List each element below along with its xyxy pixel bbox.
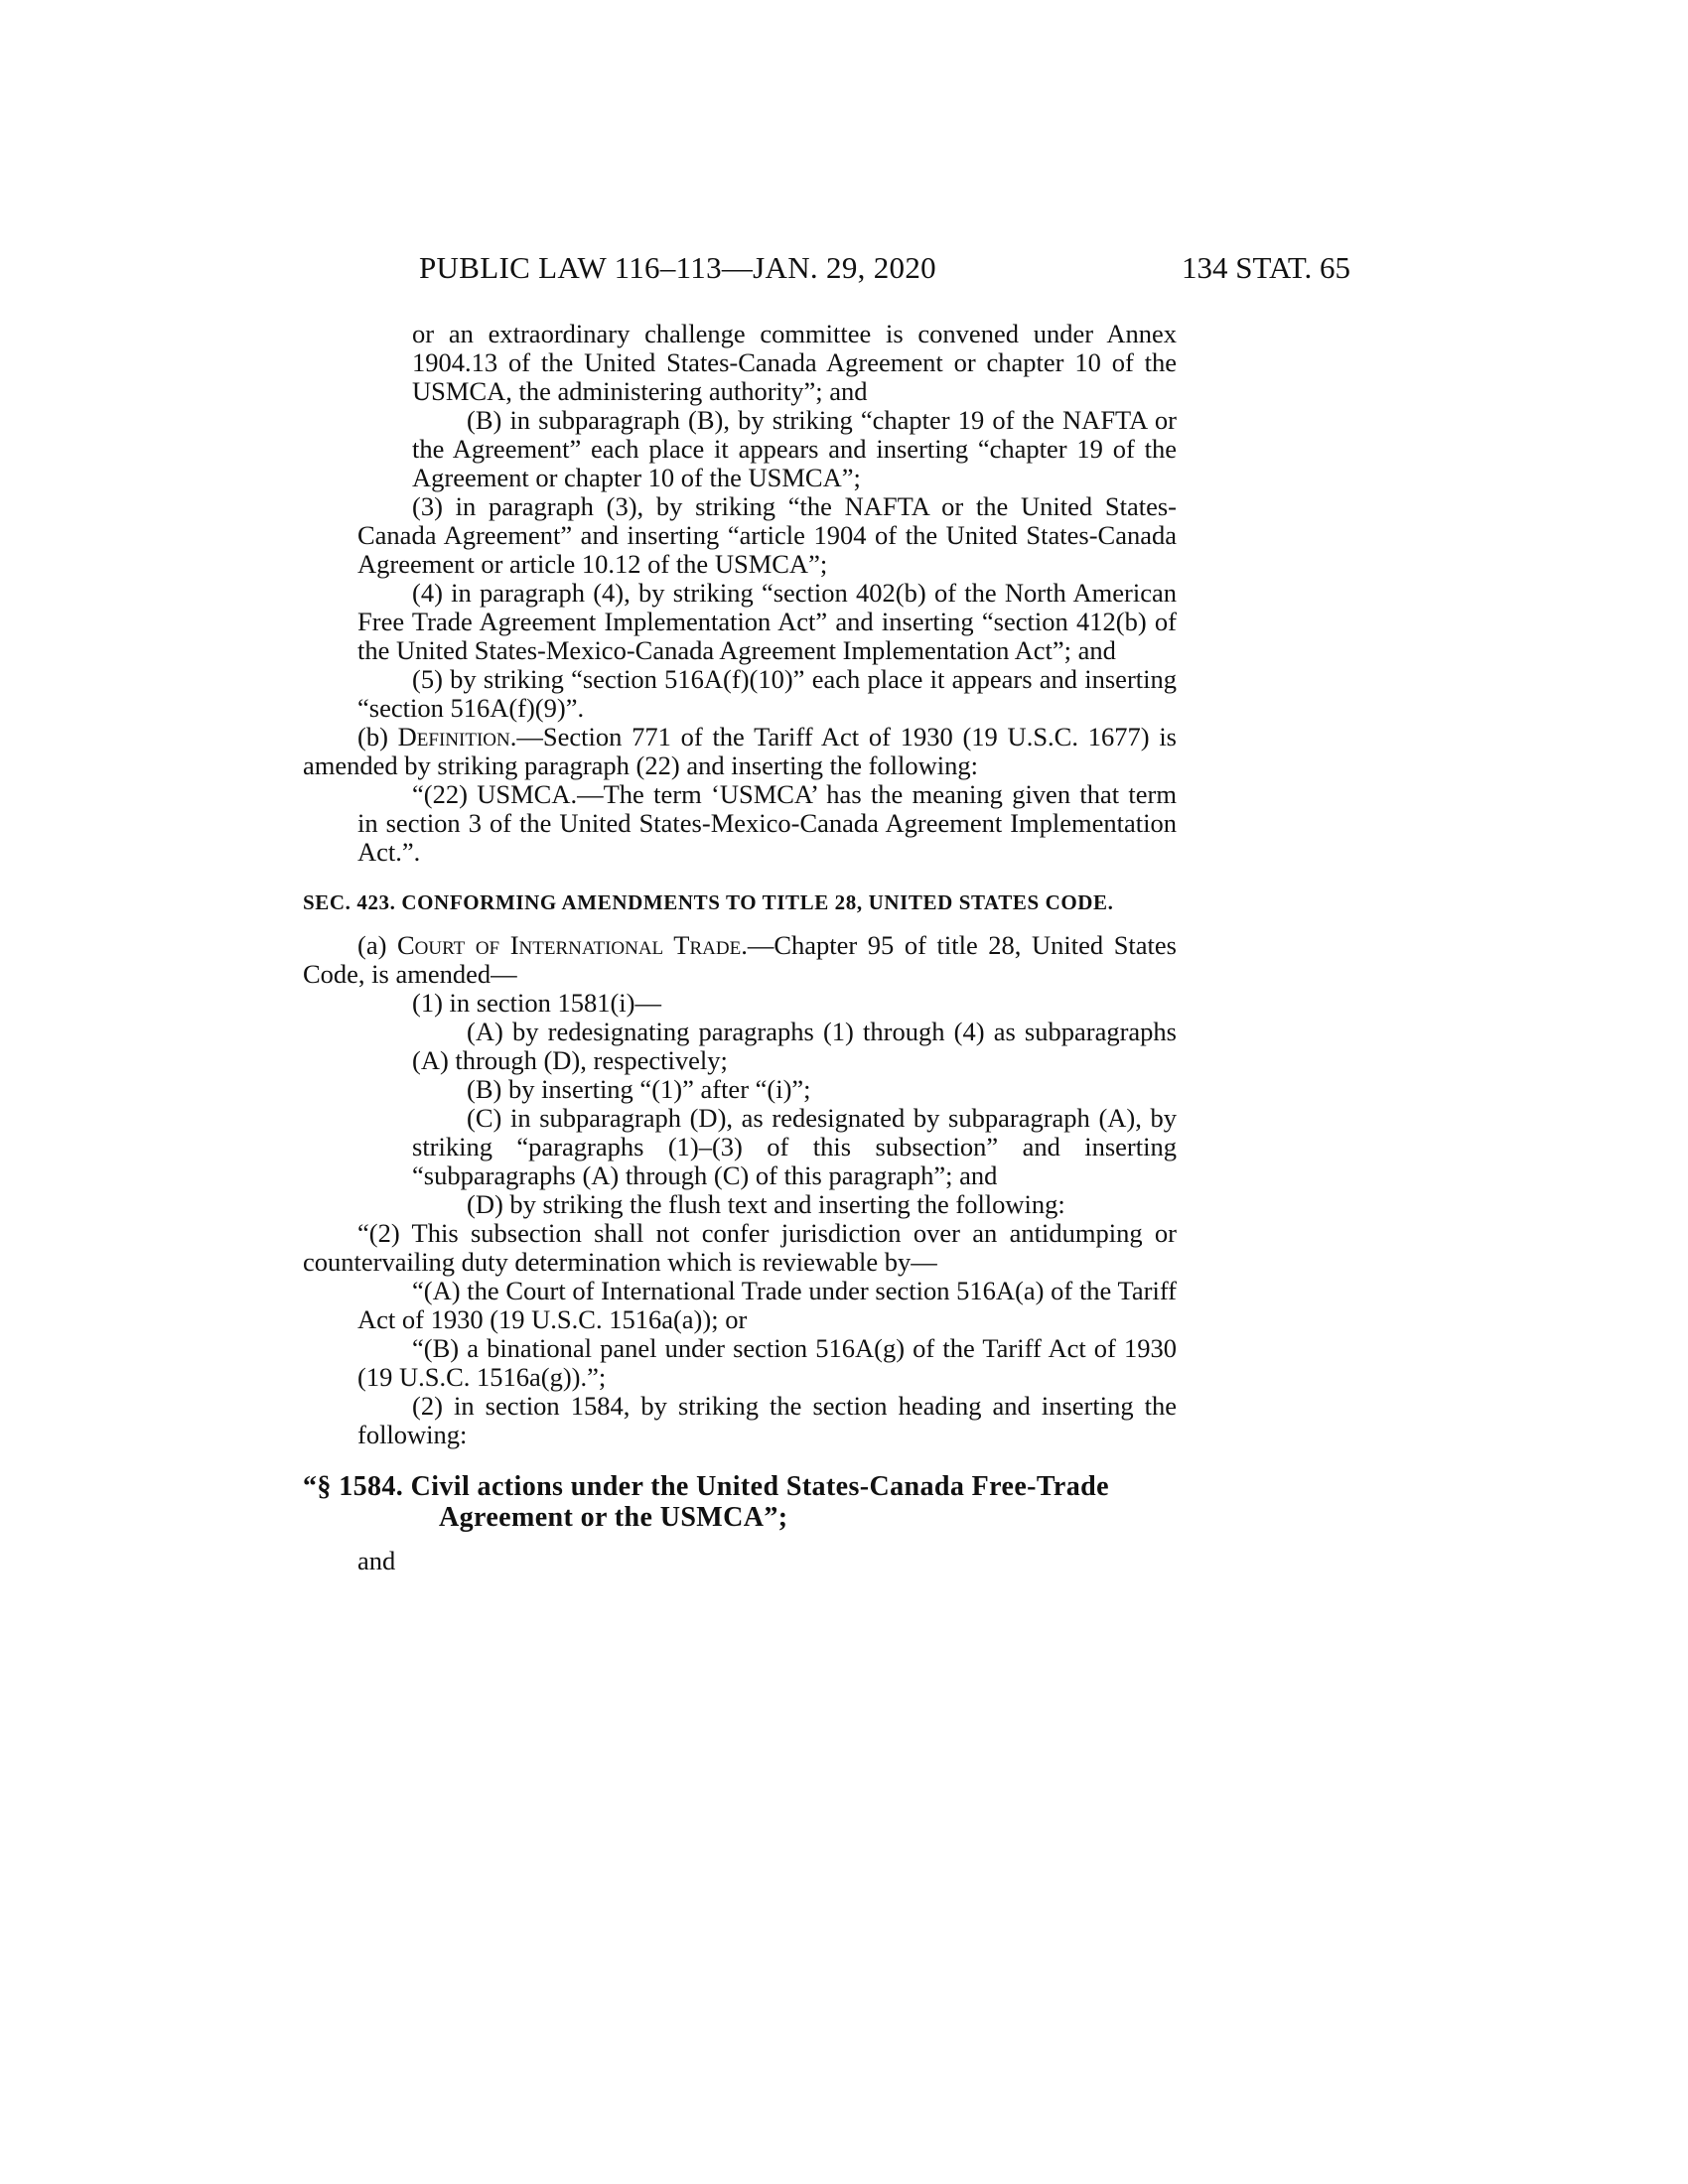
code-section-heading: “§ 1584. Civil actions under the United States-Canada Free-Trade Agreement or the USMCA”; <box>303 1471 1109 1533</box>
running-head-title: PUBLIC LAW 116–113—JAN. 29, 2020 <box>419 250 936 285</box>
quoted-paragraph-2: “(2) This subsection shall not confer jurisdiction over an antidumping or countervailing duty determination which is reviewable by— <box>303 1218 1177 1277</box>
paragraph-3: (3) in paragraph (3), by striking “the NAFTA or the United States-Canada Agreement” and inserting “article 1904 of the United States-Canada Agreement or article 10.12 of the USMCA”; <box>357 491 1177 579</box>
subsection-a-court <box>303 931 1177 989</box>
trailing-conjunction: and <box>357 1546 396 1575</box>
paragraph-2: (2) in section 1584, by striking the section heading and inserting the following: <box>357 1391 1177 1449</box>
document-body <box>303 320 1177 1575</box>
subsection-a-prefix: (a) <box>357 930 397 960</box>
subsection-a-caption: Court of International Trade <box>397 930 742 960</box>
subparagraph-b-insert: (B) by inserting “(1)” after “(i)”; <box>467 1074 811 1104</box>
paragraph-5: (5) by striking “section 516A(f)(10)” each place it appears and inserting “section 516A(f)(9)”. <box>357 664 1177 723</box>
subparagraph-a: (A) by redesignating paragraphs (1) through (4) as subparagraphs (A) through (D), respectively; <box>412 1017 1177 1075</box>
quoted-subparagraph-a: “(A) the Court of International Trade under section 516A(a) of the Tariff Act of 1930 (19 U.S.C. 1516a(a)); or <box>357 1276 1177 1334</box>
subsection-b-prefix: (b) <box>357 722 398 751</box>
subparagraph-b: (B) in subparagraph (B), by striking “chapter 19 of the NAFTA or the Agreement” each place it appears and inserting “chapter 19 of the Agreement or chapter 10 of the USMCA”; <box>412 405 1177 492</box>
quoted-subparagraph-b: “(B) a binational panel under section 516A(g) of the Tariff Act of 1930 (19 U.S.C. 1516a(g)).”; <box>357 1333 1177 1392</box>
statute-page-number: 134 STAT. 65 <box>1182 250 1351 285</box>
subsection-b-caption: Definition <box>397 722 510 751</box>
paragraph-4: (4) in paragraph (4), by striking “section 402(b) of the North American Free Trade Agreement Implementation Act” and inserting “section 412(b) of the United States-Mexico-Canada Agreement Implementation Act”; and <box>357 578 1177 665</box>
paragraph-continuation: or an extraordinary challenge committee is convened under Annex 1904.13 of the United States-Canada Agreement or chapter 10 of the USMCA, the administering authority”; and <box>412 319 1177 406</box>
page-header <box>0 250 1688 290</box>
subsection-b-definition <box>303 723 1177 780</box>
section-heading: SEC. 423. CONFORMING AMENDMENTS TO TITLE 28, UNITED STATES CODE. <box>303 890 1114 914</box>
subsection-a-text: .—Chapter 95 of title 28, United States Code, is amended— <box>303 930 1177 989</box>
paragraph-1: (1) in section 1581(i)— <box>412 988 661 1018</box>
quoted-paragraph-22: “(22) USMCA.—The term ‘USMCA’ has the meaning given that term in section 3 of the United States-Mexico-Canada Agreement Implementation Act.”. <box>357 779 1177 867</box>
subparagraph-c: (C) in subparagraph (D), as redesignated by subparagraph (A), by striking “paragraphs (1)–(3) of this subsection” and inserting “subparagraphs (A) through (C) of this paragraph”; and <box>412 1103 1177 1190</box>
subparagraph-d: (D) by striking the flush text and inserting the following: <box>467 1189 1065 1219</box>
subsection-b-text: .—Section 771 of the Tariff Act of 1930 (19 U.S.C. 1677) is amended by striking paragraph (22) and inserting the following: <box>303 722 1177 780</box>
